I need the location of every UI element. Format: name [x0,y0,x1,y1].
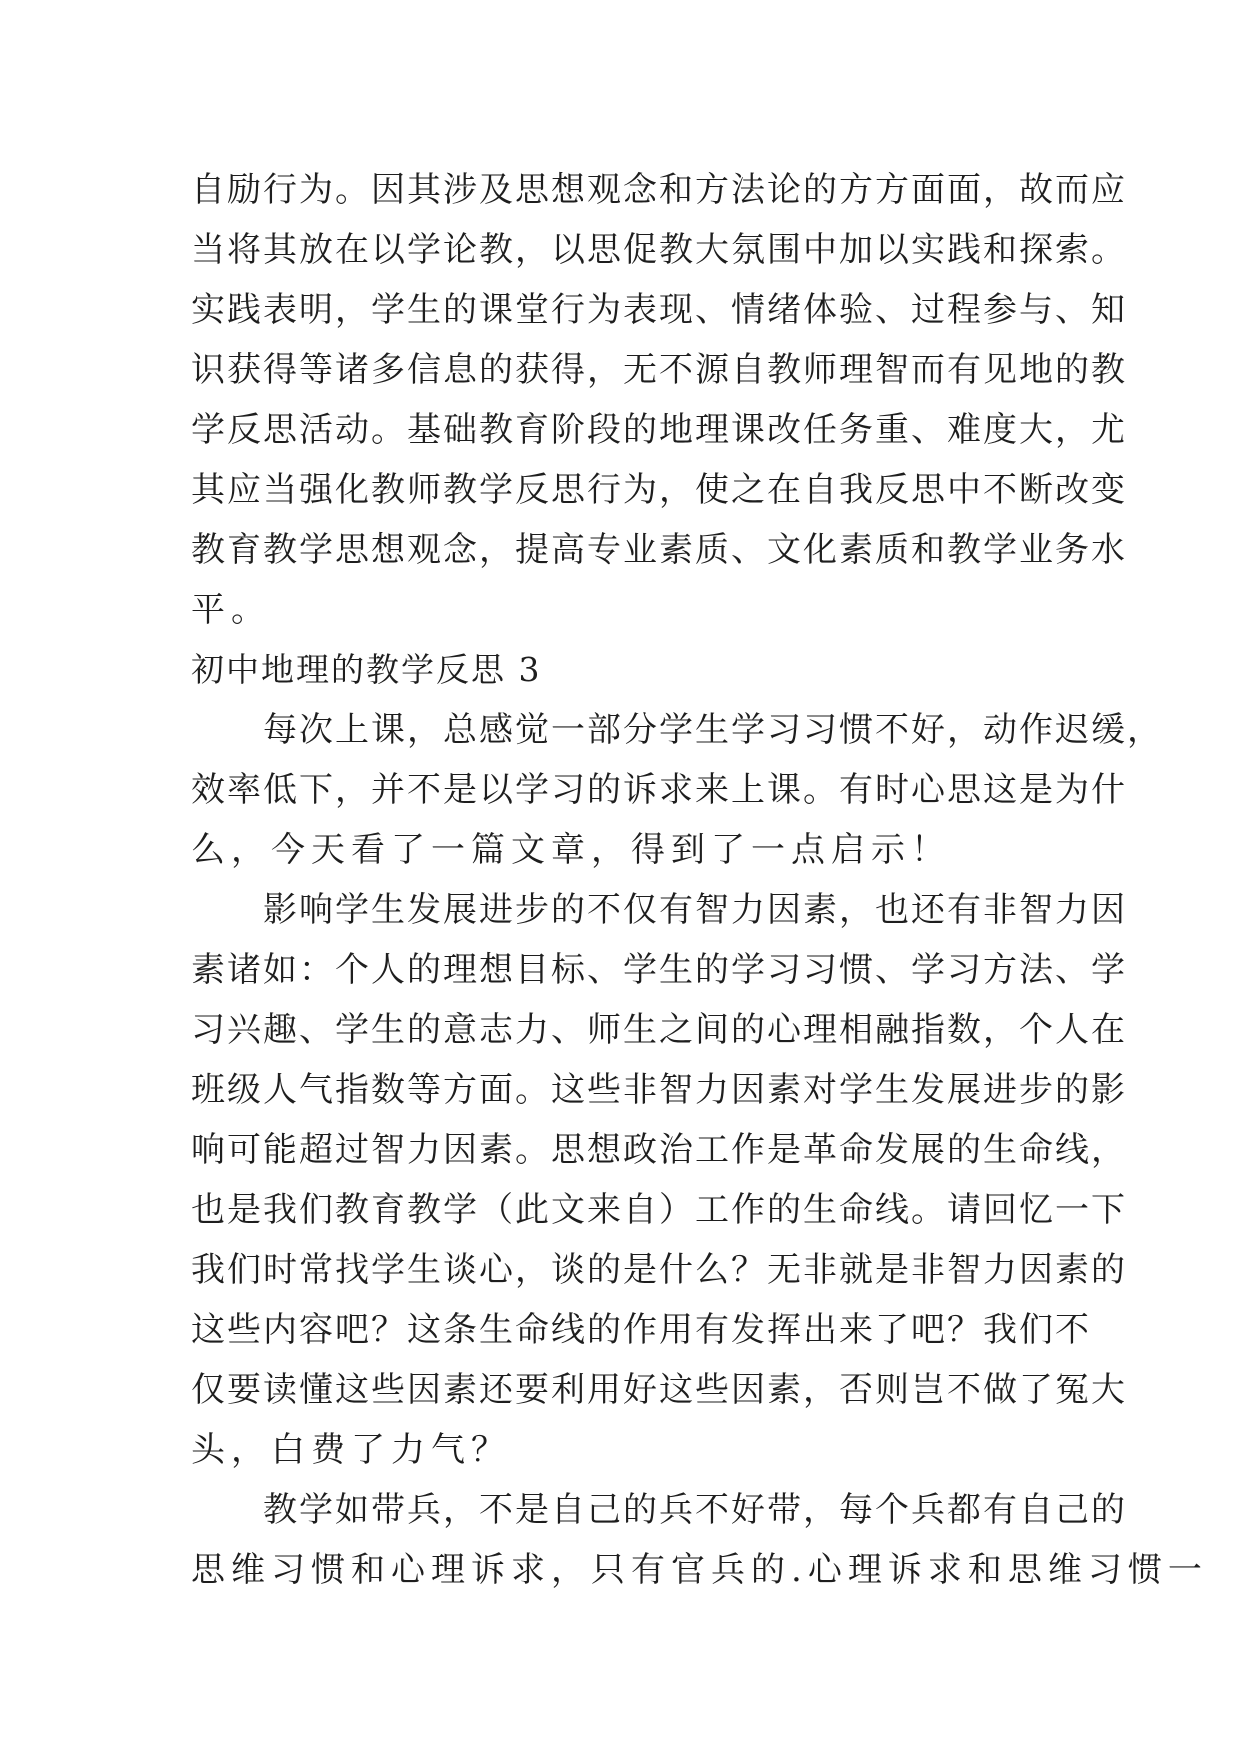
paragraph-line: 实 践 表 明 ， 学 生 的 课 堂 行 为 表 现 、 情 绪 体 验 、 过 程 参 与 、 知 [191,290,1127,330]
paragraph-line: 当 将 其 放 在 以 学 论 教 ， 以 思 促 教 大 氛 围 中 加 以 实 践 和 探 索 。 [191,230,1127,270]
paragraph-line: 我 们 时 常 找 学 生 谈 心 ， 谈 的 是 什 么 ？ 无 非 就 是 非 智 力 因 素 的 [191,1250,1127,1290]
paragraph-line: 识 获 得 等 诸 多 信 息 的 获 得 ， 无 不 源 自 教 师 理 智 而 有 见 地 的 教 [191,350,1127,390]
section-heading: 初中地理的教学反思 3 [191,650,542,689]
paragraph-line: 每 次 上 课 ， 总 感 觉 一 部 分 学 生 学 习 习 惯 不 好 ， 动 作 迟 缓 ， [263,710,1163,750]
document-body [191,160,1204,1600]
paragraph-line: 效 率 低 下 ， 并 不 是 以 学 习 的 诉 求 来 上 课 。 有 时 心 思 这 是 为 什 [191,770,1127,810]
paragraph-line: 响 可 能 超 过 智 力 因 素 。 思 想 政 治 工 作 是 革 命 发 展 的 生 命 线 ， [191,1130,1127,1170]
paragraph-line: 教 育 教 学 思 想 观 念 ， 提 高 专 业 素 质 、 文 化 素 质 和 教 学 业 务 水 [191,530,1127,570]
paragraph-line: 头 ， 白 费 了 力 气 ？ [191,1430,507,1470]
paragraph-line: 平 。 [191,590,267,630]
paragraph-line: 班 级 人 气 指 数 等 方 面 。 这 些 非 智 力 因 素 对 学 生 发 展 进 步 的 影 [191,1070,1127,1110]
paragraph-line: 思 维 习 惯 和 心 理 诉 求 ， 只 有 官 兵 的 . 心 理 诉 求 和 思 维 习 惯 一 [191,1550,1204,1590]
paragraph-line: 教 学 如 带 兵 ， 不 是 自 己 的 兵 不 好 带 ， 每 个 兵 都 有 自 己 的 [263,1490,1127,1530]
paragraph-line: 习 兴 趣 、 学 生 的 意 志 力 、 师 生 之 间 的 心 理 相 融 指 数 ， 个 人 在 [191,1010,1127,1050]
paragraph-line: 也 是 我 们 教 育 教 学 （ 此 文 来 自 ） 工 作 的 生 命 线 。 请 回 忆 一 下 [191,1190,1127,1230]
paragraph-line: 自 励 行 为 。 因 其 涉 及 思 想 观 念 和 方 法 论 的 方 方 面 面 ， 故 而 应 [191,170,1127,210]
paragraph-line: 这 些 内 容 吧 ？ 这 条 生 命 线 的 作 用 有 发 挥 出 来 了 吧 ？ 我 们 不 [191,1310,1091,1350]
paragraph-line: 素 诸 如 ： 个 人 的 理 想 目 标 、 学 生 的 学 习 习 惯 、 学 习 方 法 、 学 [191,950,1127,990]
paragraph-line: 影 响 学 生 发 展 进 步 的 不 仅 有 智 力 因 素 ， 也 还 有 非 智 力 因 [263,890,1127,930]
paragraph-line: 么 ， 今 天 看 了 一 篇 文 章 ， 得 到 了 一 点 启 示 ！ [191,830,947,870]
paragraph-line: 学 反 思 活 动 。 基 础 教 育 阶 段 的 地 理 课 改 任 务 重 、 难 度 大 ， 尤 [191,410,1127,450]
paragraph-line: 仅 要 读 懂 这 些 因 素 还 要 利 用 好 这 些 因 素 ， 否 则 岂 不 做 了 冤 大 [191,1370,1127,1410]
paragraph-line: 其 应 当 强 化 教 师 教 学 反 思 行 为 ， 使 之 在 自 我 反 思 中 不 断 改 变 [191,470,1127,510]
